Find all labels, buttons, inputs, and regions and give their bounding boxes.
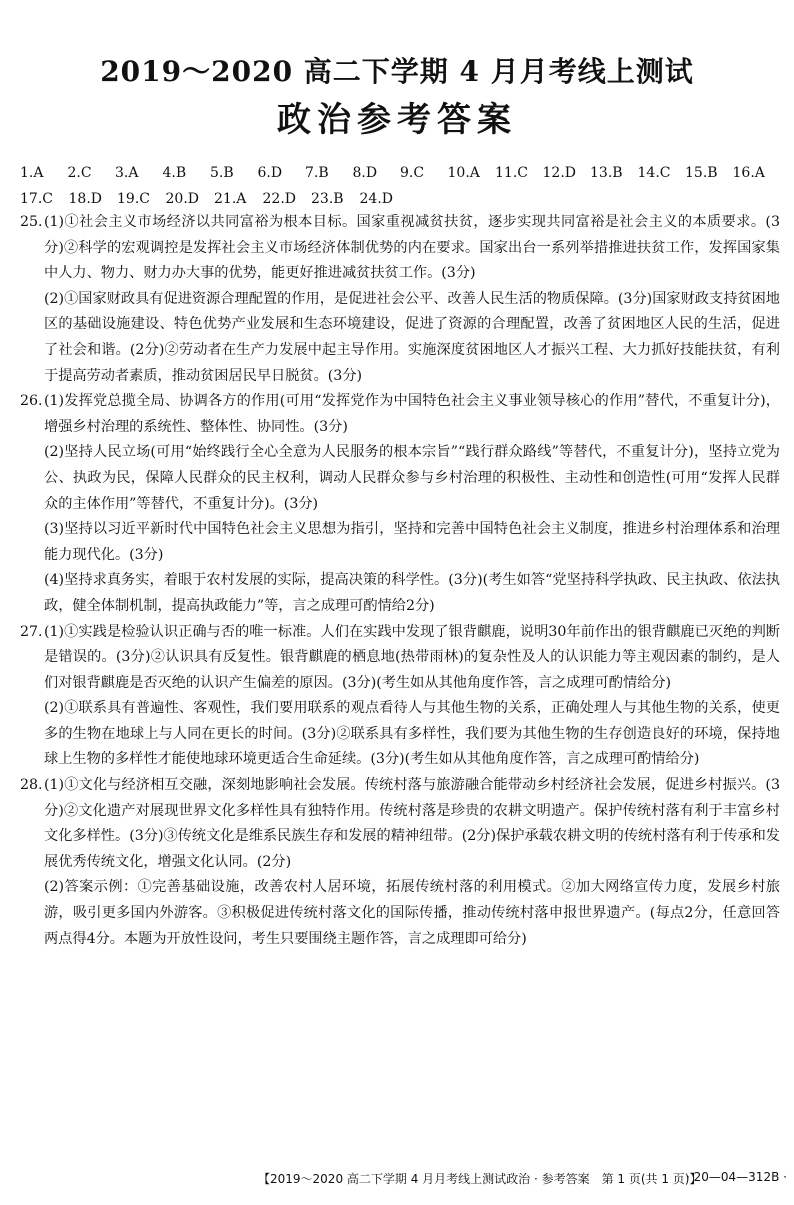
choice-answer: 21.A (214, 191, 247, 207)
choice-answer: 6.D (257, 165, 283, 181)
choice-answer: 23.B (311, 191, 344, 207)
answer-paragraph: (2)坚持人民立场(可用“始终践行全心全意为人民服务的根本宗旨”“践行群众路线”等替代，不重复计分)，坚持立党为公、执政为民，保障人民群众的民主权利，调动人民群众参与乡村治理的积极性、主动性和创造性(可用“发挥人民群众的主体作用”等替代，不重复计分)。(3分) (44, 444, 780, 512)
question-answer (20, 773, 780, 952)
choice-answer: 14.C (637, 165, 671, 181)
question-answer (20, 389, 780, 619)
question-answer (20, 210, 780, 389)
footer-text: 【2019～2020 高二下学期 4 月月考线上测试政治 · 参考答案 第 1 页(共 1 页)】 (258, 1172, 702, 1186)
choice-answer: 15.B (685, 165, 718, 181)
choice-answer: 22.D (262, 191, 296, 207)
choice-answer: 13.B (590, 165, 623, 181)
answer-paragraph: (1)①实践是检验认识正确与否的唯一标准。人们在实践中发现了银背麒鹿，说明30年前作出的银背麒鹿已灭绝的判断是错误的。(3分)②认识具有反复性。银背麒鹿的栖息地(热带雨林)的复杂性及人的认识能力等主观因素的制约，是人们对银背麒鹿是否灭绝的认识产生偏差的原因。(3分)(考生如从其他角度作答，言之成理可酌情给分) (44, 623, 780, 691)
question-text (44, 210, 780, 389)
choice-answer: 11.C (495, 165, 528, 181)
answer-body (20, 210, 780, 952)
question-text (44, 389, 780, 619)
answer-paragraph: (1)①文化与经济相互交融，深刻地影响社会发展。传统村落与旅游融合能带动乡村经济社会发展，促进乡村振兴。(3分)②文化遗产对展现世界文化多样性具有独特作用。传统村落是珍贵的农耕文明遗产。保护传统村落有利于丰富乡村文化多样性。(3分)③传统文化是维系民族生存和发展的精神纽带。(2分)保护承载农耕文明的传统村落有利于传承和发展优秀传统文化，增强文化认同。(2分) (44, 777, 780, 870)
question-number: 25. (20, 214, 43, 230)
answer-row-2 (20, 186, 780, 212)
choice-answer: 24.D (359, 191, 393, 207)
choice-answer: 4.B (162, 165, 187, 181)
footer-code: · 20—04—312B · (686, 1170, 787, 1184)
answer-paragraph: (1)①社会主义市场经济以共同富裕为根本目标。国家重视减贫扶贫，逐步实现共同富裕是社会主义的本质要求。(3分)②科学的宏观调控是发挥社会主义市场经济体制优势的内在要求。国家出台一系列举措推进扶贫工作，发挥国家集中人力、物力、财力办大事的优势，能更好推进减贫扶贫工作。(3分) (44, 214, 780, 282)
choice-answers (20, 160, 780, 212)
question-number: 27. (20, 623, 43, 640)
question-text (44, 773, 780, 952)
question-number: 28. (20, 777, 43, 794)
page-subtitle: 政治参考答案 (277, 100, 517, 140)
answer-paragraph: (3)坚持以习近平新时代中国特色社会主义思想为指引，坚持和完善中国特色社会主义制度，推进乡村治理体系和治理能力现代化。(3分) (44, 521, 780, 563)
choice-answer: 9.C (400, 165, 425, 181)
page-title: 2019～2020 高二下学期 4 月月考线上测试 (100, 55, 694, 88)
answer-row-1 (20, 160, 780, 186)
choice-answer: 2.C (67, 165, 92, 181)
answer-paragraph: (2)答案示例：①完善基础设施，改善农村人居环境，拓展传统村落的利用模式。②加大网络宣传力度，发展乡村旅游，吸引更多国内外游客。③积极促进传统村落文化的国际传播，推动传统村落申报世界遗产。(每点2分，任意回答两点得4分。本题为开放性设问，考生只要围绕主题作答，言之成理即可给分) (44, 879, 780, 947)
choice-answer: 5.B (210, 165, 234, 181)
choice-answer: 7.B (305, 165, 329, 181)
answer-paragraph: (2)①国家财政具有促进资源合理配置的作用，是促进社会公平、改善人民生活的物质保障。(3分)国家财政支持贫困地区的基础设施建设、特色优势产业发展和生态环境建设，促进了资源的合理配置，改善了贫困地区人民的生活，促进了社会和谐。(2分)②劳动者在生产力发展中起主导作用。实施深度贫困地区人才振兴工程、大力抓好技能扶贫，有利于提高劳动者素质，推动贫困居民早日脱贫。(3分) (44, 290, 780, 384)
question-answer (20, 620, 780, 774)
answer-paragraph: (4)坚持求真务实，着眼于农村发展的实际，提高决策的科学性。(3分)(考生如答“党坚持科学执政、民主执政、依法执政，健全体制机制，提高执政能力”等，言之成理可酌情给2分) (44, 572, 780, 614)
choice-answer: 18.D (68, 191, 102, 207)
question-number: 26. (20, 393, 43, 410)
answer-paragraph: (2)①联系具有普遍性、客观性，我们要用联系的观点看待人与其他生物的关系，正确处理人与其他生物的关系，使更多的生物在地球上与人同在更长的时间。(3分)②联系具有多样性，我们要为其他生物的生存创造良好的环境，保持地球上生物的多样性才能使地球环境更适合生命延续。(3分)(考生如从其他角度作答，言之成理可酌情给分) (44, 700, 780, 768)
choice-answer: 16.A (732, 165, 765, 181)
choice-answer: 20.D (165, 191, 199, 207)
answer-paragraph: (1)发挥党总揽全局、协调各方的作用(可用“发挥党作为中国特色社会主义事业领导核心的作用”替代，不重复计分)，增强乡村治理的系统性、整体性、协同性。(3分) (44, 393, 780, 435)
choice-answer: 17.C (20, 191, 53, 207)
choice-answer: 1.A (20, 165, 44, 181)
choice-answer: 12.D (542, 165, 576, 181)
choice-answer: 19.C (117, 191, 150, 207)
choice-answer: 10.A (447, 165, 480, 181)
question-text (44, 620, 780, 774)
choice-answer: 8.D (352, 165, 378, 181)
choice-answer: 3.A (115, 165, 139, 181)
